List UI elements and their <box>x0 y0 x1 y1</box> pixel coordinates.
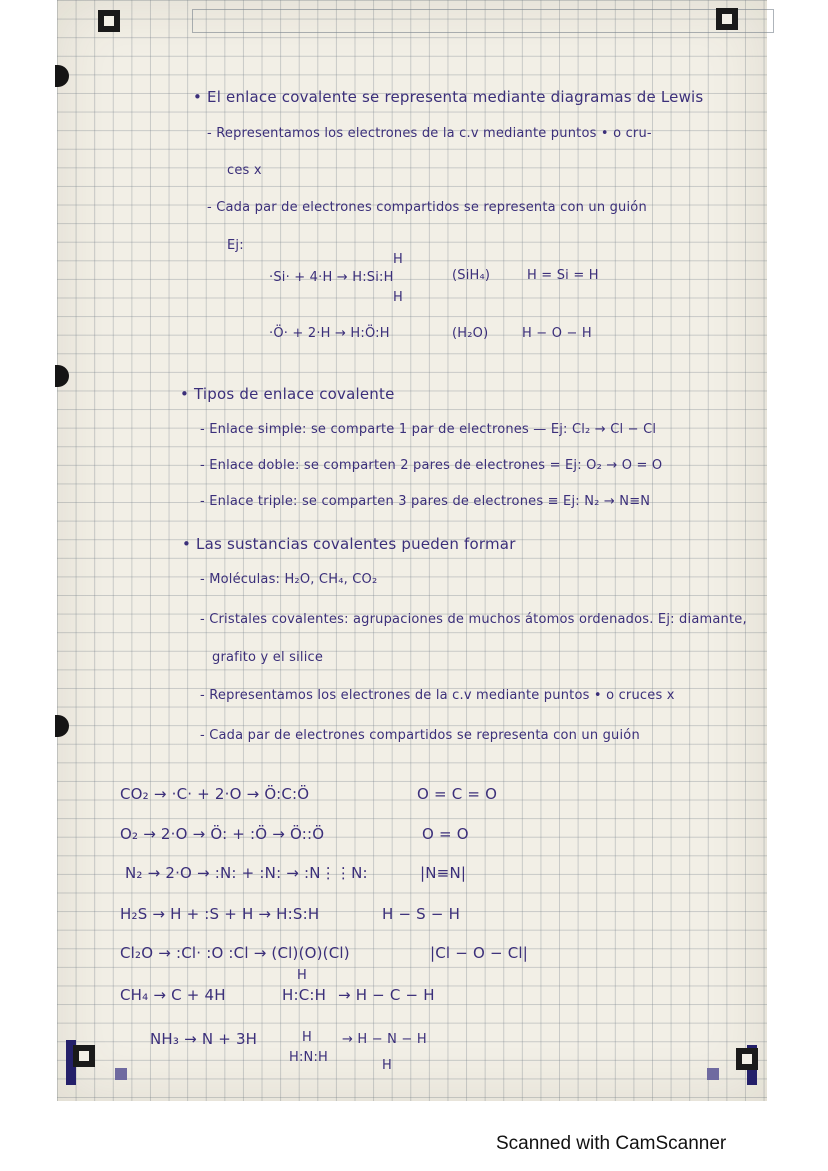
nh3-structure: → H − N − H <box>342 1032 427 1047</box>
ch4-dot: H:C:H <box>282 986 327 1004</box>
binder-hole <box>55 65 69 87</box>
co2-structure: O = C = O <box>417 785 498 803</box>
co2-lewis: CO₂ → ·C· + 2·O → Ö:C:Ö <box>120 785 310 803</box>
substances-title: • Las sustancias covalentes pueden formar <box>182 535 516 553</box>
ch4-h-top: H <box>297 968 307 983</box>
corner-square <box>707 1068 719 1080</box>
scanner-watermark: Scanned with CamScanner <box>496 1133 727 1154</box>
binder-hole <box>55 365 69 387</box>
corner-marker-bottom-left <box>73 1045 95 1067</box>
o2-structure: O = O <box>422 825 469 843</box>
o-structure: H − O − H <box>522 326 592 341</box>
notebook-page <box>57 0 767 1101</box>
repr-pairs: - Cada par de electrones compartidos se representa con un guión <box>200 728 640 743</box>
nh3-lewis: NH₃ → N + 3H <box>150 1030 258 1048</box>
o-formula: (H₂O) <box>452 326 489 341</box>
example-label: Ej: <box>227 238 244 253</box>
crystals-cont: grafito y el silice <box>212 650 324 665</box>
ch4-lewis: CH₄ → C + 4H <box>120 986 226 1004</box>
o2-lewis: O₂ → 2·O → Ö: + :Ö → Ö::Ö <box>120 825 325 843</box>
nh3-h-top: H <box>302 1030 312 1045</box>
crystals: - Cristales covalentes: agrupaciones de muchos átomos ordenados. Ej: diamante, <box>200 612 747 627</box>
cl2o-structure: |Cl − O − Cl| <box>430 944 529 962</box>
repr-points: - Representamos los electrones de la c.v mediante puntos • o cruces x <box>200 688 675 703</box>
types-title: • Tipos de enlace covalente <box>180 385 395 403</box>
cl2o-lewis: Cl₂O → :Cl· :O :Cl → (Cl)(O)(Cl) <box>120 944 350 962</box>
n2-lewis: N₂ → 2·O → :N: + :N: → :N⋮⋮N: <box>125 864 368 882</box>
lewis-pairs: - Cada par de electrones compartidos se representa con un guión <box>207 200 647 215</box>
binder-hole <box>55 715 69 737</box>
o-lewis: ·Ö· + 2·H → H:Ö:H <box>269 326 390 341</box>
h2s-lewis: H₂S → H + :S + H → H:S:H <box>120 905 320 923</box>
header-box <box>192 9 774 33</box>
si-lewis: ·Si· + 4·H → H:Si:H <box>269 270 394 285</box>
n2-structure: |N≡N| <box>420 864 467 882</box>
h2s-structure: H − S − H <box>382 905 461 923</box>
lewis-points-cont: ces x <box>227 163 262 178</box>
type-triple: - Enlace triple: se comparten 3 pares de electrones ≡ Ej: N₂ → N≡N <box>200 494 651 509</box>
corner-square <box>115 1068 127 1080</box>
nh3-dot: H:N:H <box>289 1050 329 1065</box>
lewis-intro: • El enlace covalente se representa mediante diagramas de Lewis <box>193 88 704 106</box>
lewis-points: - Representamos los electrones de la c.v mediante puntos • o cru- <box>207 126 652 141</box>
type-simple: - Enlace simple: se comparte 1 par de electrones — Ej: Cl₂ → Cl − Cl <box>200 422 657 437</box>
corner-marker-bottom-right <box>736 1048 758 1070</box>
corner-marker-top-left <box>98 10 120 32</box>
corner-marker-top-right <box>716 8 738 30</box>
si-structure: H = Si = H <box>527 268 599 283</box>
ch4-structure: → H − C − H <box>338 986 435 1004</box>
nh3-h-bottom: H <box>382 1058 392 1073</box>
si-formula: (SiH₄) <box>452 268 491 283</box>
type-double: - Enlace doble: se comparten 2 pares de electrones = Ej: O₂ → O = O <box>200 458 663 473</box>
si-h-bottom: H <box>393 290 403 305</box>
molecules: - Moléculas: H₂O, CH₄, CO₂ <box>200 572 378 587</box>
si-h-top: H <box>393 252 403 267</box>
